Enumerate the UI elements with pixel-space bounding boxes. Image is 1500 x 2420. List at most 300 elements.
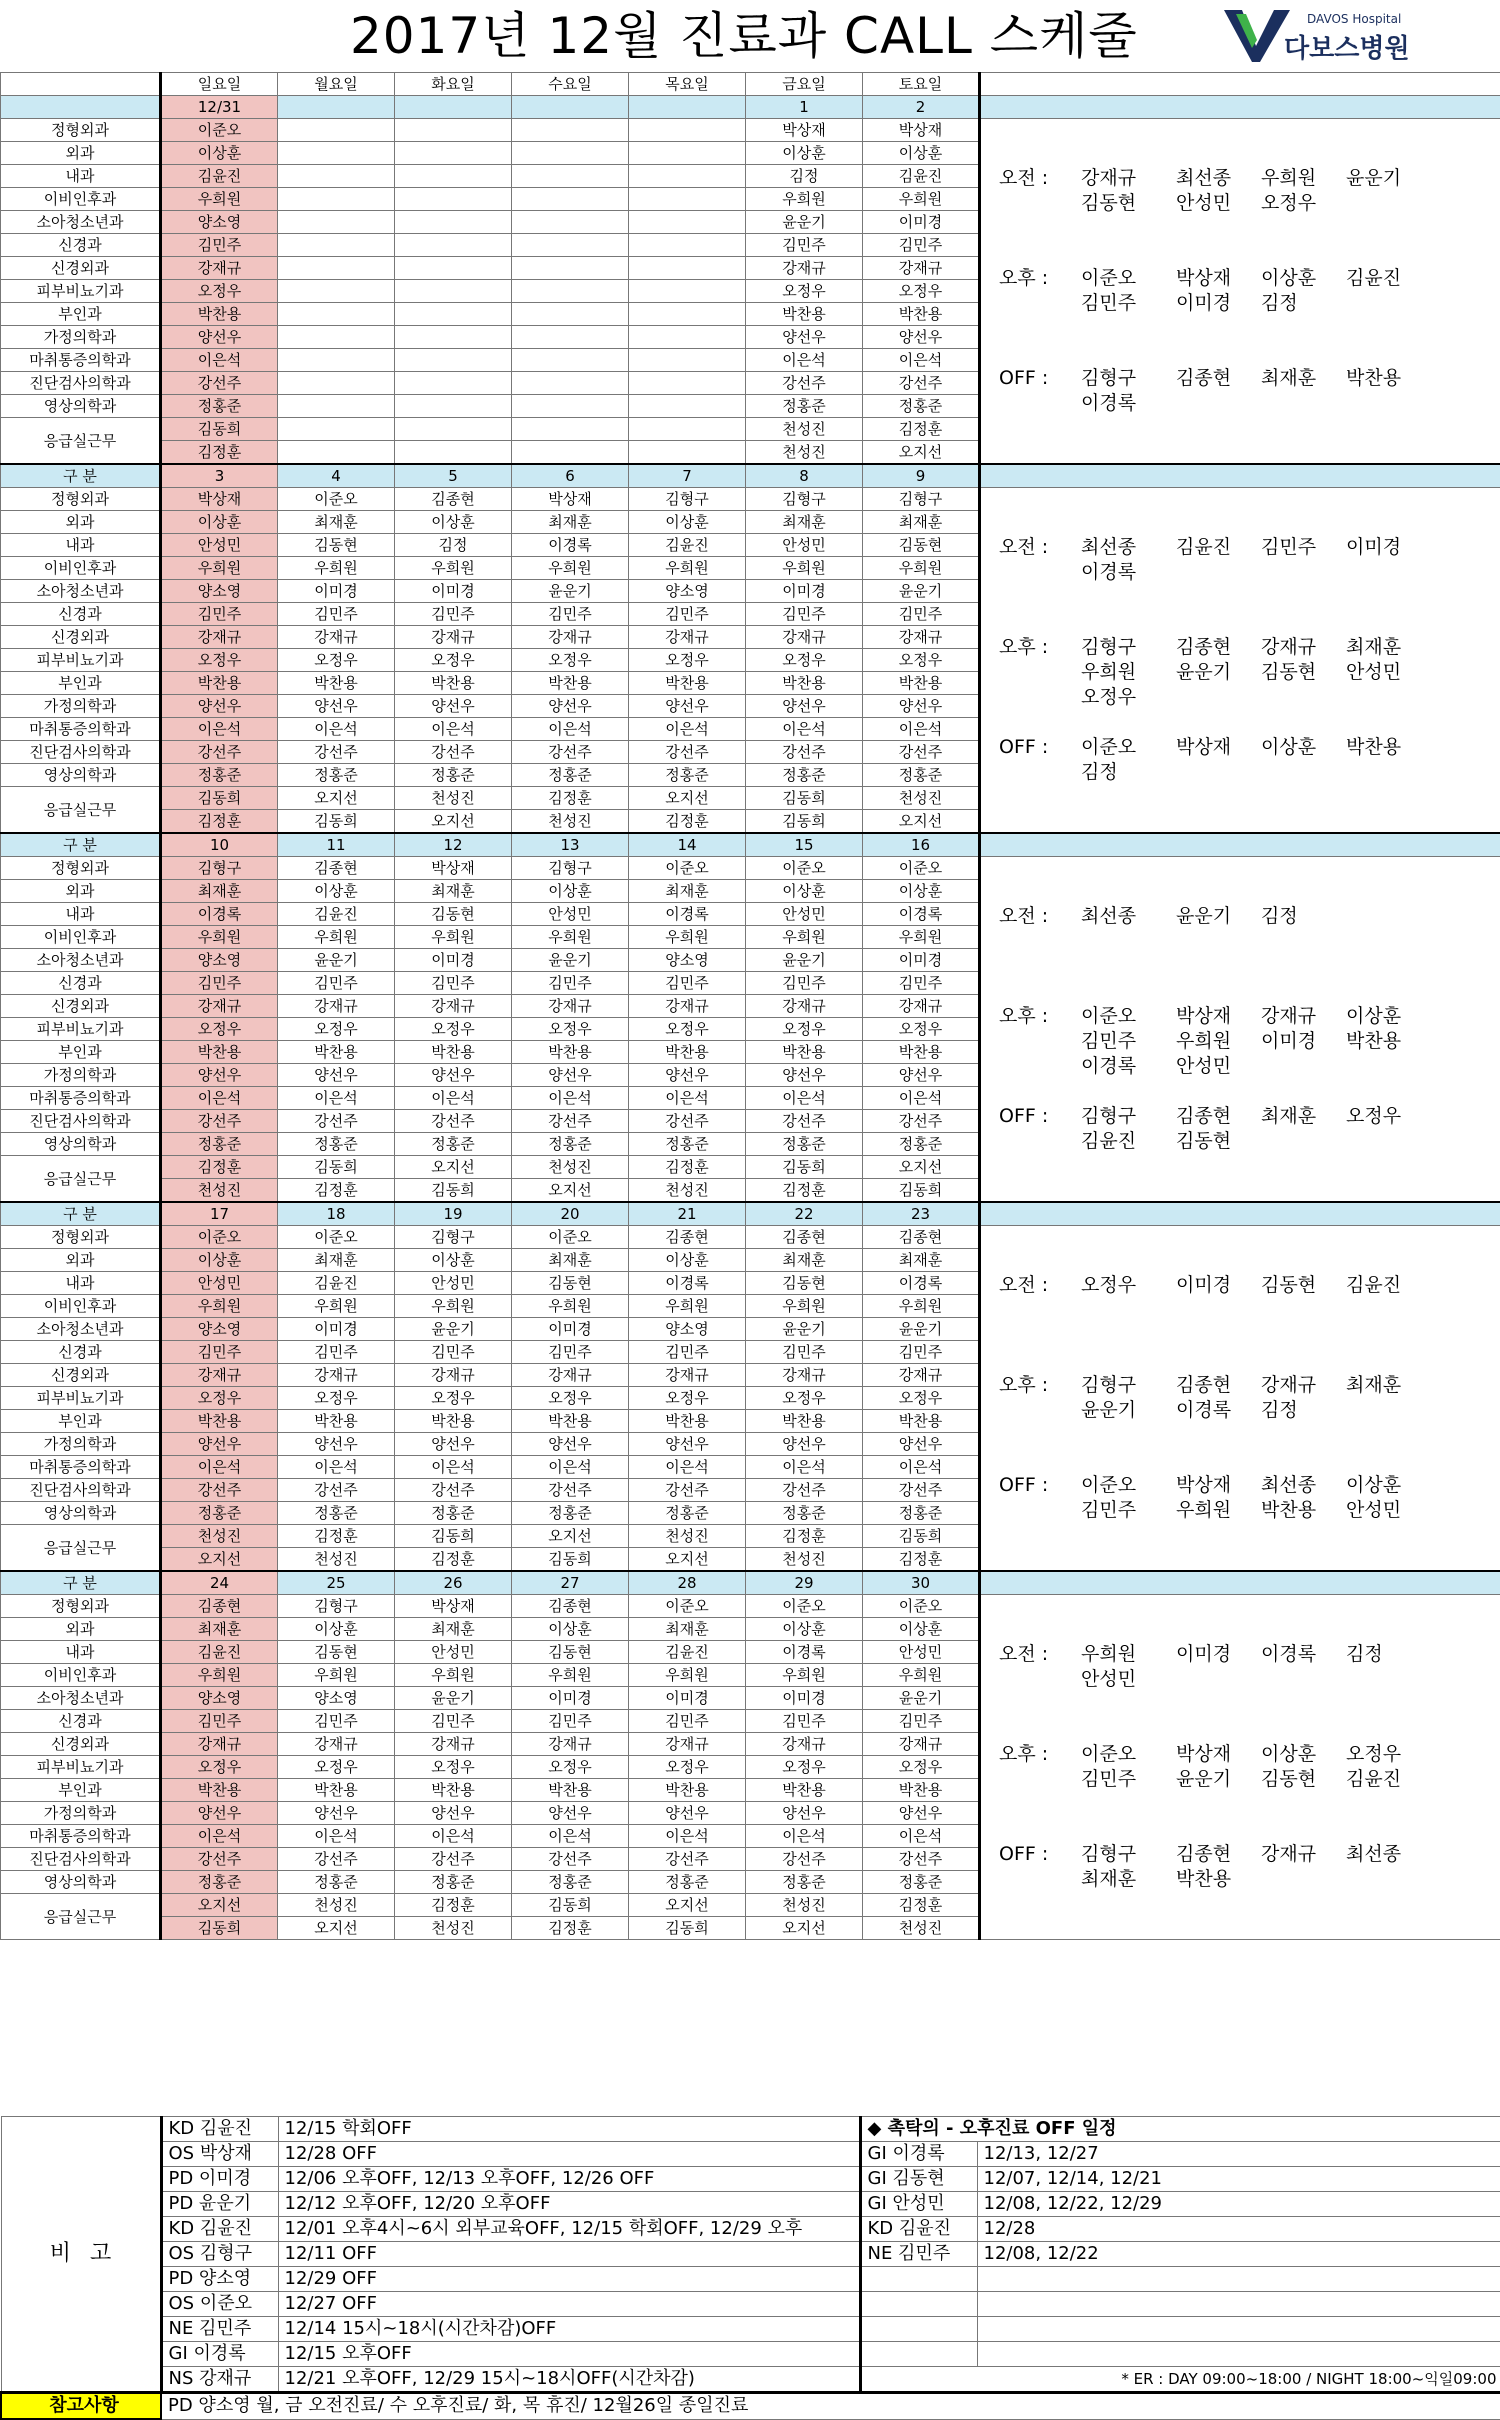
duty-cell: 이상훈 [161, 1249, 278, 1272]
remark-person: GI 이경록 [161, 2342, 278, 2367]
notes-pm-label: 오후 : [999, 1374, 1048, 1396]
duty-cell [629, 303, 746, 326]
consult-dates: 12/13, 12/27 [977, 2142, 1500, 2167]
duty-cell [278, 280, 395, 303]
duty-cell: 이상훈 [161, 511, 278, 534]
page-header [0, 0, 1500, 72]
notes-am-name: 김정 [1346, 1643, 1383, 1665]
duty-cell: 이은석 [746, 718, 863, 741]
duty-cell: 오정우 [512, 1756, 629, 1779]
er-duty-cell: 김동희 [395, 1179, 512, 1203]
week-2-notes-box [981, 857, 1500, 1201]
duty-cell: 이은석 [278, 1456, 395, 1479]
er-duty-cell: 천성진 [395, 787, 512, 810]
duty-cell: 이은석 [863, 349, 980, 372]
consult-person [860, 2342, 977, 2367]
duty-cell: 박찬용 [746, 1410, 863, 1433]
week-4-date-1: 25 [278, 1571, 395, 1595]
department-label: 가정의학과 [1, 326, 161, 349]
duty-cell: 정홍준 [863, 1502, 980, 1525]
department-label: 마취통증의학과 [1, 1087, 161, 1110]
notes-off-name: 박찬용 [1346, 367, 1401, 389]
duty-cell: 이은석 [863, 1825, 980, 1848]
er-duty-cell: 천성진 [629, 1179, 746, 1203]
duty-cell: 정홍준 [629, 764, 746, 787]
duty-cell: 양선우 [278, 695, 395, 718]
department-label: 정형외과 [1, 488, 161, 511]
department-label: 외과 [1, 1249, 161, 1272]
duty-cell: 우희원 [746, 557, 863, 580]
duty-cell [512, 188, 629, 211]
notes-am-name: 김동현 [1261, 1274, 1316, 1296]
duty-cell: 박찬용 [161, 1041, 278, 1064]
er-duty-cell: 김정훈 [863, 1894, 980, 1917]
week-3-date-0: 17 [161, 1202, 278, 1226]
duty-cell: 강선주 [512, 1110, 629, 1133]
department-label: 마취통증의학과 [1, 1456, 161, 1479]
duty-cell: 윤운기 [746, 949, 863, 972]
weekday-header-0: 일요일 [161, 73, 278, 96]
department-label: 진단검사의학과 [1, 372, 161, 395]
duty-cell: 강재규 [161, 1733, 278, 1756]
duty-cell: 오정우 [161, 649, 278, 672]
reference-text: PD 양소영 월, 금 오전진료/ 수 오후진료/ 화, 목 휴진/ 12월26일 종일진료 [161, 2393, 1500, 2420]
notes-pm-label: 오후 : [999, 1743, 1048, 1765]
week-4-note-header [980, 1571, 1500, 1595]
duty-cell: 우희원 [512, 926, 629, 949]
er-duty-cell: 김정훈 [161, 441, 278, 465]
duty-cell: 최재훈 [512, 1249, 629, 1272]
notes-pm-name: 이미경 [1261, 1030, 1316, 1052]
consult-person: GI 이경록 [860, 2142, 977, 2167]
weekday-header-1: 월요일 [278, 73, 395, 96]
notes-off-name: 오정우 [1346, 1105, 1401, 1127]
remark-row [1, 2267, 1500, 2292]
duty-cell: 정홍준 [863, 1133, 980, 1156]
duty-cell: 김동현 [278, 1641, 395, 1664]
er-duty-cell: 김정훈 [629, 810, 746, 834]
week-3-dept-row [1, 1226, 1500, 1249]
duty-cell: 정홍준 [395, 764, 512, 787]
duty-cell: 우희원 [629, 926, 746, 949]
remark-person: KD 김윤진 [161, 2217, 278, 2242]
duty-cell: 우희원 [629, 1295, 746, 1318]
duty-cell [278, 165, 395, 188]
duty-cell: 박찬용 [512, 1779, 629, 1802]
consult-dates: 12/08, 12/22 [977, 2242, 1500, 2267]
week-1-notes-box [981, 488, 1500, 832]
duty-cell: 김민주 [629, 603, 746, 626]
duty-cell: 최재훈 [161, 1618, 278, 1641]
duty-cell: 정홍준 [278, 1871, 395, 1894]
duty-cell [512, 211, 629, 234]
duty-cell [512, 165, 629, 188]
duty-cell: 이상훈 [863, 880, 980, 903]
department-label: 부인과 [1, 1779, 161, 1802]
consult-dates: 12/28 [977, 2217, 1500, 2242]
department-label: 소아청소년과 [1, 211, 161, 234]
er-duty-cell: 천성진 [863, 787, 980, 810]
er-duty-cell: 김동희 [161, 1917, 278, 1940]
duty-cell: 김민주 [863, 1710, 980, 1733]
duty-cell: 오정우 [746, 1756, 863, 1779]
duty-cell: 양선우 [161, 1802, 278, 1825]
department-label: 정형외과 [1, 1595, 161, 1618]
remark-detail: 12/27 OFF [278, 2292, 860, 2317]
week-3-date-5: 22 [746, 1202, 863, 1226]
notes-am-label: 오전 : [999, 1643, 1048, 1665]
department-label: 가정의학과 [1, 1064, 161, 1087]
duty-cell [278, 303, 395, 326]
er-duty-cell [278, 418, 395, 441]
duty-cell [395, 165, 512, 188]
er-duty-cell: 김정훈 [863, 1548, 980, 1572]
duty-cell: 정홍준 [629, 1502, 746, 1525]
duty-cell: 이은석 [512, 1456, 629, 1479]
duty-cell: 강재규 [395, 1364, 512, 1387]
week-2-date-0: 10 [161, 833, 278, 857]
er-duty-cell: 김동희 [863, 1525, 980, 1548]
remark-detail: 12/01 오후4시~6시 외부교육OFF, 12/15 학회OFF, 12/29 오후 [278, 2217, 860, 2242]
duty-cell: 이은석 [161, 1087, 278, 1110]
notes-off-name: 최재훈 [1261, 367, 1316, 389]
duty-cell [395, 349, 512, 372]
duty-cell: 정홍준 [278, 1502, 395, 1525]
department-label: 마취통증의학과 [1, 349, 161, 372]
week-0-note-header [980, 96, 1500, 119]
duty-cell: 이미경 [395, 949, 512, 972]
duty-cell [512, 326, 629, 349]
duty-cell: 박찬용 [629, 1410, 746, 1433]
duty-cell [629, 188, 746, 211]
duty-cell: 이준오 [629, 1595, 746, 1618]
remark-detail: 12/14 15시~18시(시간차감)OFF [278, 2317, 860, 2342]
notes-pm-name: 김종현 [1176, 636, 1231, 658]
week-3-note-header [980, 1202, 1500, 1226]
remark-detail: 12/21 오후OFF, 12/29 15시~18시OFF(시간차감) [278, 2367, 860, 2393]
duty-cell: 박찬용 [863, 303, 980, 326]
duty-cell: 정홍준 [746, 1502, 863, 1525]
department-label: 정형외과 [1, 1226, 161, 1249]
er-duty-cell [512, 418, 629, 441]
duty-cell: 우희원 [161, 557, 278, 580]
department-label: 소아청소년과 [1, 1318, 161, 1341]
week-0-date-row [1, 96, 1500, 119]
department-label: 신경외과 [1, 995, 161, 1018]
duty-cell [395, 142, 512, 165]
duty-cell: 최재훈 [863, 511, 980, 534]
er-duty-cell: 오지선 [278, 787, 395, 810]
duty-cell: 우희원 [278, 1664, 395, 1687]
notes-pm-name: 이상훈 [1261, 267, 1316, 289]
duty-cell: 김동현 [863, 534, 980, 557]
notes-pm-name: 김윤진 [1346, 267, 1401, 289]
duty-cell: 김윤진 [161, 165, 278, 188]
duty-cell: 김민주 [512, 1341, 629, 1364]
duty-cell: 양소영 [161, 949, 278, 972]
department-label: 신경외과 [1, 257, 161, 280]
remark-row [1, 2167, 1500, 2192]
notes-am-label: 오전 : [999, 1274, 1048, 1296]
er-duty-cell [629, 418, 746, 441]
department-label: 가정의학과 [1, 1433, 161, 1456]
notes-pm-name: 이상훈 [1261, 1743, 1316, 1765]
duty-cell: 이준오 [863, 857, 980, 880]
department-label: 신경과 [1, 1341, 161, 1364]
notes-am-name: 오정우 [1261, 192, 1316, 214]
duty-cell: 이은석 [278, 718, 395, 741]
duty-cell: 정홍준 [863, 764, 980, 787]
remark-row [1, 2217, 1500, 2242]
duty-cell: 오정우 [863, 1018, 980, 1041]
consult-dates [977, 2267, 1500, 2292]
er-duty-cell: 김정훈 [746, 1179, 863, 1203]
week-3-date-4: 21 [629, 1202, 746, 1226]
notes-off-name: 이경록 [1081, 392, 1136, 414]
er-duty-cell: 오지선 [863, 1156, 980, 1179]
er-duty-cell: 천성진 [863, 1917, 980, 1940]
remark-detail: 12/15 학회OFF [278, 2117, 860, 2142]
duty-cell: 강선주 [161, 1479, 278, 1502]
er-duty-cell: 오지선 [278, 1917, 395, 1940]
duty-cell [395, 326, 512, 349]
duty-cell: 이상훈 [161, 142, 278, 165]
notes-off-label: OFF : [999, 1474, 1048, 1496]
duty-cell [512, 119, 629, 142]
duty-cell: 이은석 [746, 1456, 863, 1479]
duty-cell: 강재규 [161, 257, 278, 280]
duty-cell: 이준오 [746, 857, 863, 880]
consult-person [860, 2267, 977, 2292]
er-duty-cell: 천성진 [512, 810, 629, 834]
department-label: 피부비뇨기과 [1, 649, 161, 672]
duty-cell: 양선우 [746, 1064, 863, 1087]
consult-dates [977, 2342, 1500, 2367]
duty-cell: 우희원 [746, 1664, 863, 1687]
duty-cell: 김민주 [395, 972, 512, 995]
er-duty-cell: 김동희 [746, 787, 863, 810]
duty-cell: 강선주 [863, 741, 980, 764]
duty-cell: 김민주 [512, 603, 629, 626]
duty-cell: 양선우 [161, 1433, 278, 1456]
department-label: 피부비뇨기과 [1, 280, 161, 303]
duty-cell: 오정우 [863, 1756, 980, 1779]
duty-cell: 이미경 [746, 1687, 863, 1710]
duty-cell: 이경록 [161, 903, 278, 926]
duty-cell [395, 234, 512, 257]
duty-cell: 오정우 [512, 1387, 629, 1410]
week-1-notes [980, 488, 1500, 834]
duty-cell: 이경록 [512, 534, 629, 557]
reference-row [1, 2393, 1500, 2420]
emergency-label: 응급실근무 [1, 1156, 161, 1203]
week-4-date-row [1, 1571, 1500, 1595]
er-duty-cell: 김정훈 [746, 1525, 863, 1548]
department-label: 가정의학과 [1, 695, 161, 718]
er-duty-cell: 천성진 [746, 441, 863, 465]
consult-dates [977, 2317, 1500, 2342]
duty-cell [629, 211, 746, 234]
department-label: 피부비뇨기과 [1, 1387, 161, 1410]
remark-person: PD 이미경 [161, 2167, 278, 2192]
duty-cell: 오정우 [395, 1756, 512, 1779]
er-duty-cell: 오지선 [512, 1179, 629, 1203]
duty-cell: 김민주 [863, 1341, 980, 1364]
department-label: 이비인후과 [1, 557, 161, 580]
duty-cell: 강선주 [629, 1110, 746, 1133]
notes-off-name: 박상재 [1176, 1474, 1231, 1496]
duty-cell [395, 188, 512, 211]
duty-cell [278, 326, 395, 349]
remark-row [1, 2317, 1500, 2342]
notes-am-name: 강재규 [1081, 167, 1136, 189]
duty-cell: 우희원 [395, 557, 512, 580]
duty-cell: 오정우 [863, 1387, 980, 1410]
week-0-gubun-label [1, 96, 161, 119]
er-duty-cell [512, 441, 629, 465]
notes-off-label: OFF : [999, 1843, 1048, 1865]
consult-person: GI 김동현 [860, 2167, 977, 2192]
notes-am-name: 김윤진 [1346, 1274, 1401, 1296]
header-corner [1, 73, 161, 96]
week-3-notes-box [981, 1226, 1500, 1570]
duty-cell [395, 119, 512, 142]
department-label: 마취통증의학과 [1, 718, 161, 741]
er-duty-cell: 김동희 [395, 1525, 512, 1548]
duty-cell: 양선우 [746, 1802, 863, 1825]
duty-cell: 강선주 [746, 741, 863, 764]
notes-pm-name: 윤운기 [1176, 1768, 1231, 1790]
duty-cell: 윤운기 [863, 580, 980, 603]
remark-row [1, 2292, 1500, 2317]
notes-pm-name: 김민주 [1081, 1768, 1136, 1790]
notes-off-name: 강재규 [1261, 1843, 1316, 1865]
duty-cell: 김정 [746, 165, 863, 188]
duty-cell: 강재규 [512, 995, 629, 1018]
remark-person: PD 양소영 [161, 2267, 278, 2292]
duty-cell: 정홍준 [746, 764, 863, 787]
duty-cell [512, 303, 629, 326]
notes-off-name: 이준오 [1081, 736, 1136, 758]
er-duty-cell: 김동희 [512, 1894, 629, 1917]
notes-off-label: OFF : [999, 736, 1048, 758]
duty-cell: 이상훈 [512, 880, 629, 903]
duty-cell: 오정우 [746, 1387, 863, 1410]
duty-cell: 김형구 [161, 857, 278, 880]
duty-cell: 정홍준 [746, 395, 863, 418]
er-duty-cell: 오지선 [395, 810, 512, 834]
duty-cell: 정홍준 [512, 1133, 629, 1156]
notes-pm-name: 이경록 [1176, 1399, 1231, 1421]
week-0-date-6: 2 [863, 96, 980, 119]
duty-cell [629, 234, 746, 257]
duty-cell: 최재훈 [629, 1618, 746, 1641]
duty-cell: 정홍준 [629, 1871, 746, 1894]
week-2-date-row [1, 833, 1500, 857]
duty-cell: 강선주 [512, 1848, 629, 1871]
notes-off-name: 안성민 [1346, 1499, 1401, 1521]
notes-pm-name: 박상재 [1176, 267, 1231, 289]
duty-cell: 오정우 [278, 1756, 395, 1779]
duty-cell [629, 119, 746, 142]
duty-cell: 양소영 [161, 580, 278, 603]
department-label: 정형외과 [1, 857, 161, 880]
duty-cell: 윤운기 [863, 1318, 980, 1341]
duty-cell: 강선주 [746, 1479, 863, 1502]
duty-cell: 정홍준 [278, 1133, 395, 1156]
department-label: 신경과 [1, 972, 161, 995]
duty-cell: 이미경 [395, 580, 512, 603]
notes-off-name: 김윤진 [1081, 1130, 1136, 1152]
consult-dates: 12/08, 12/22, 12/29 [977, 2192, 1500, 2217]
duty-cell: 강재규 [395, 1733, 512, 1756]
duty-cell [512, 142, 629, 165]
notes-pm-name: 이상훈 [1346, 1005, 1401, 1027]
notes-am-name: 김정 [1261, 905, 1298, 927]
er-duty-cell: 김동희 [629, 1917, 746, 1940]
duty-cell: 우희원 [161, 1295, 278, 1318]
duty-cell: 박찬용 [278, 1410, 395, 1433]
consult-off-header: ◆ 촉탁의 - 오후진료 OFF 일정 [860, 2117, 1500, 2142]
duty-cell: 박찬용 [161, 303, 278, 326]
duty-cell: 강재규 [512, 626, 629, 649]
department-label: 외과 [1, 1618, 161, 1641]
department-label: 정형외과 [1, 119, 161, 142]
duty-cell: 강선주 [512, 741, 629, 764]
duty-cell: 정홍준 [161, 1133, 278, 1156]
er-duty-cell: 김정훈 [161, 810, 278, 834]
duty-cell: 오정우 [395, 649, 512, 672]
duty-cell: 박찬용 [278, 1041, 395, 1064]
er-duty-cell [278, 441, 395, 465]
duty-cell [395, 257, 512, 280]
duty-cell: 양선우 [746, 1433, 863, 1456]
duty-cell: 강재규 [278, 1733, 395, 1756]
duty-cell: 최재훈 [161, 880, 278, 903]
er-duty-cell: 김정훈 [278, 1525, 395, 1548]
duty-cell: 정홍준 [746, 1871, 863, 1894]
duty-cell: 양선우 [863, 1064, 980, 1087]
notes-am-name: 우희원 [1081, 1643, 1136, 1665]
remark-person: PD 윤운기 [161, 2192, 278, 2217]
duty-cell: 양선우 [512, 1064, 629, 1087]
duty-cell: 이은석 [161, 718, 278, 741]
duty-cell: 박찬용 [395, 1041, 512, 1064]
duty-cell: 이상훈 [278, 1618, 395, 1641]
consult-person [860, 2292, 977, 2317]
duty-cell: 박찬용 [863, 672, 980, 695]
remark-detail: 12/15 오후OFF [278, 2342, 860, 2367]
duty-cell: 강재규 [863, 1364, 980, 1387]
duty-cell: 양선우 [512, 1433, 629, 1456]
remark-row [1, 2192, 1500, 2217]
duty-cell: 박찬용 [395, 1410, 512, 1433]
notes-am-name: 오정우 [1081, 1274, 1136, 1296]
duty-cell: 박찬용 [746, 672, 863, 695]
duty-cell: 양소영 [629, 1318, 746, 1341]
duty-cell: 양소영 [629, 580, 746, 603]
notes-am-name: 김민주 [1261, 536, 1316, 558]
duty-cell: 김형구 [629, 488, 746, 511]
duty-cell: 이상훈 [278, 880, 395, 903]
duty-cell: 김민주 [278, 972, 395, 995]
duty-cell: 정홍준 [395, 1133, 512, 1156]
duty-cell: 최재훈 [746, 511, 863, 534]
duty-cell: 우희원 [863, 1295, 980, 1318]
notes-am-name: 윤운기 [1346, 167, 1401, 189]
consult-person [860, 2317, 977, 2342]
notes-pm-name: 최재훈 [1346, 1374, 1401, 1396]
